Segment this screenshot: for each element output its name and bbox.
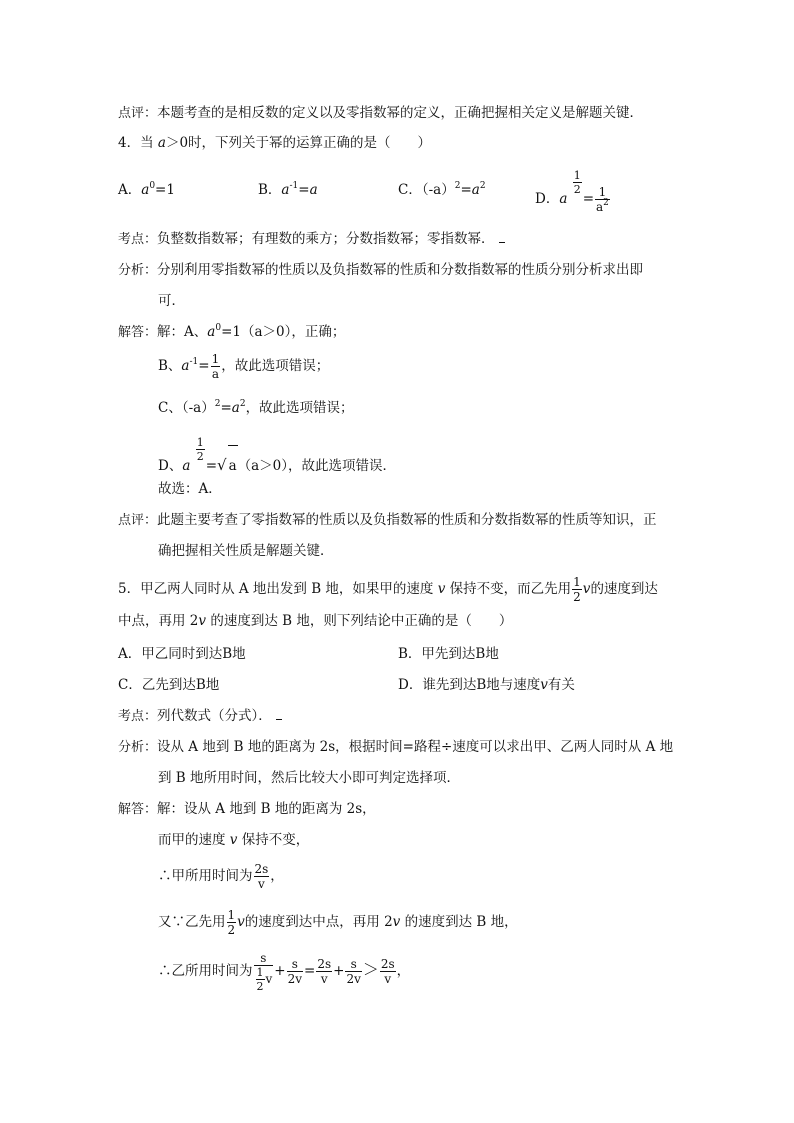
q5-kaodian: 考点：列代数式（分式）． bbox=[118, 707, 282, 726]
q5-jieda-l1: 解答：解：设从 A 地到 B 地的距离为 2s， bbox=[118, 801, 376, 817]
q4-option-c: C．$(-a)^2=a^2$ bbox=[398, 181, 486, 198]
q5-fenxi-l1: 分析：设从 A 地到 B 地的距离为 2s，根据时间=路程÷速度可以求出甲、乙两人同时从 A 地 bbox=[118, 739, 674, 755]
review-3-line bbox=[118, 104, 643, 123]
frac-half: $\frac{1}{2}$ bbox=[227, 908, 236, 937]
q4-dianping-l2: 确把握相关性质是解题关键． bbox=[158, 543, 334, 559]
q4-stem: 4．当 a＞0时，下列关于幂的运算正确的是（ ） bbox=[118, 135, 432, 151]
q5-stem-l1: 5．甲乙两人同时从 A 地出发到 B 地，如果甲的速度 v 保持不变，而乙先用 $\frac{1}{2}$ v的速度到达 bbox=[118, 575, 658, 604]
q5-jieda-l5: ∴乙所用时间为 s $\frac{1}{2}$ v + $\frac{s}{2v}$ = $\frac{2s}{v}$ + $\frac{s}{2v}$ ＞ $\frac{2s}{v}$ ， bbox=[158, 950, 411, 993]
q4-fenxi-l1: 分析：分别利用零指数幂的性质以及负指数幂的性质和分数指数幂的性质分别分析求出即 bbox=[118, 262, 644, 278]
q5-jieda-l2: 而甲的速度 v 保持不变， bbox=[158, 832, 310, 848]
frac-2s-over-v: $\frac{2s}{v}$ bbox=[380, 957, 395, 986]
exponent-half: $\frac{1}{2}$ bbox=[196, 436, 204, 463]
frac-2s-over-v: $\frac{2s}{v}$ bbox=[254, 862, 269, 891]
frac-s-over-half-v: s $\frac{1}{2}$ v bbox=[254, 952, 274, 992]
q5-option-b: B．甲先到达B地 bbox=[398, 646, 499, 662]
q5-option-c: C．乙先到达B地 bbox=[118, 677, 220, 693]
underscore-mark bbox=[499, 238, 505, 243]
q5-stem-l2: 中点，再用 2v 的速度到达 B 地，则下列结论中正确的是（ ） bbox=[118, 613, 513, 629]
q5-option-d: D．谁先到达B地与速度v有关 bbox=[398, 677, 575, 693]
q4-jieda-l3: C、$(-a)^2=a^2$，故此选项错误； bbox=[158, 399, 354, 416]
frac-s-over-2v: $\frac{s}{2v}$ bbox=[346, 957, 361, 986]
q5-fenxi-l2: 到 B 地所用时间，然后比较大小即可判定选择项． bbox=[158, 770, 461, 786]
q4-fenxi-l2: 可． bbox=[158, 293, 185, 309]
frac-half: $\frac{1}{2}$ bbox=[573, 575, 581, 604]
sqrt-icon: √ bbox=[217, 456, 227, 474]
review-label: 点评： bbox=[118, 106, 158, 121]
review-text: 本题考查的是相反数的定义以及零指数幂的定义，正确把握相关定义是解题关键． bbox=[157, 105, 644, 121]
q4-jieda-l1: 解答：解：A、$a^0=1(a>0)$，正确； bbox=[118, 323, 346, 340]
q4-jieda-l4: D、a $\frac{1}{2}$ =√ a（a＞0），故此选项错误． bbox=[158, 437, 396, 486]
exponent-half: $\frac{1}{2}$ bbox=[573, 169, 581, 196]
frac-one-over-a: $\frac{1}{a}$ bbox=[211, 352, 220, 381]
q4-option-b: B．$a^{-1}=a$ bbox=[258, 181, 318, 198]
q5-jieda-l4: 又∵乙先用 $\frac{1}{2}$ v的速度到达中点，再用 2v 的速度到达 B 地， bbox=[158, 908, 518, 937]
q4-kaodian: 考点：负整数指数幂；有理数的乘方；分数指数幂；零指数幂． bbox=[118, 230, 505, 249]
q5-jieda-l3: ∴甲所用时间为 $\frac{2s}{v}$ ， bbox=[158, 862, 284, 891]
q4-jieda-l5: 故选：A． bbox=[158, 481, 222, 497]
q4-dianping-l1: 点评：此题主要考查了零指数幂的性质以及负指数幂的性质和分数指数幂的性质等知识，正 bbox=[118, 512, 657, 528]
q4-jieda-l2: B、$a^{-1}=$ $\frac{1}{a}$ ，故此选项错误； bbox=[158, 352, 330, 381]
q4-option-d: D．a $\frac{1}{2}$ = $\frac{1}{a^2}$ bbox=[535, 169, 609, 214]
underscore-mark bbox=[276, 715, 282, 720]
q5-option-a: A．甲乙同时到达B地 bbox=[118, 646, 246, 662]
q4-option-a: A．$a^0=1$ bbox=[118, 181, 175, 198]
frac-s-over-2v: $\frac{s}{2v}$ bbox=[287, 957, 303, 986]
frac-2s-over-v: $\frac{2s}{v}$ bbox=[317, 957, 332, 986]
frac-one-over-a2: $\frac{1}{a^2}$ bbox=[596, 185, 609, 214]
